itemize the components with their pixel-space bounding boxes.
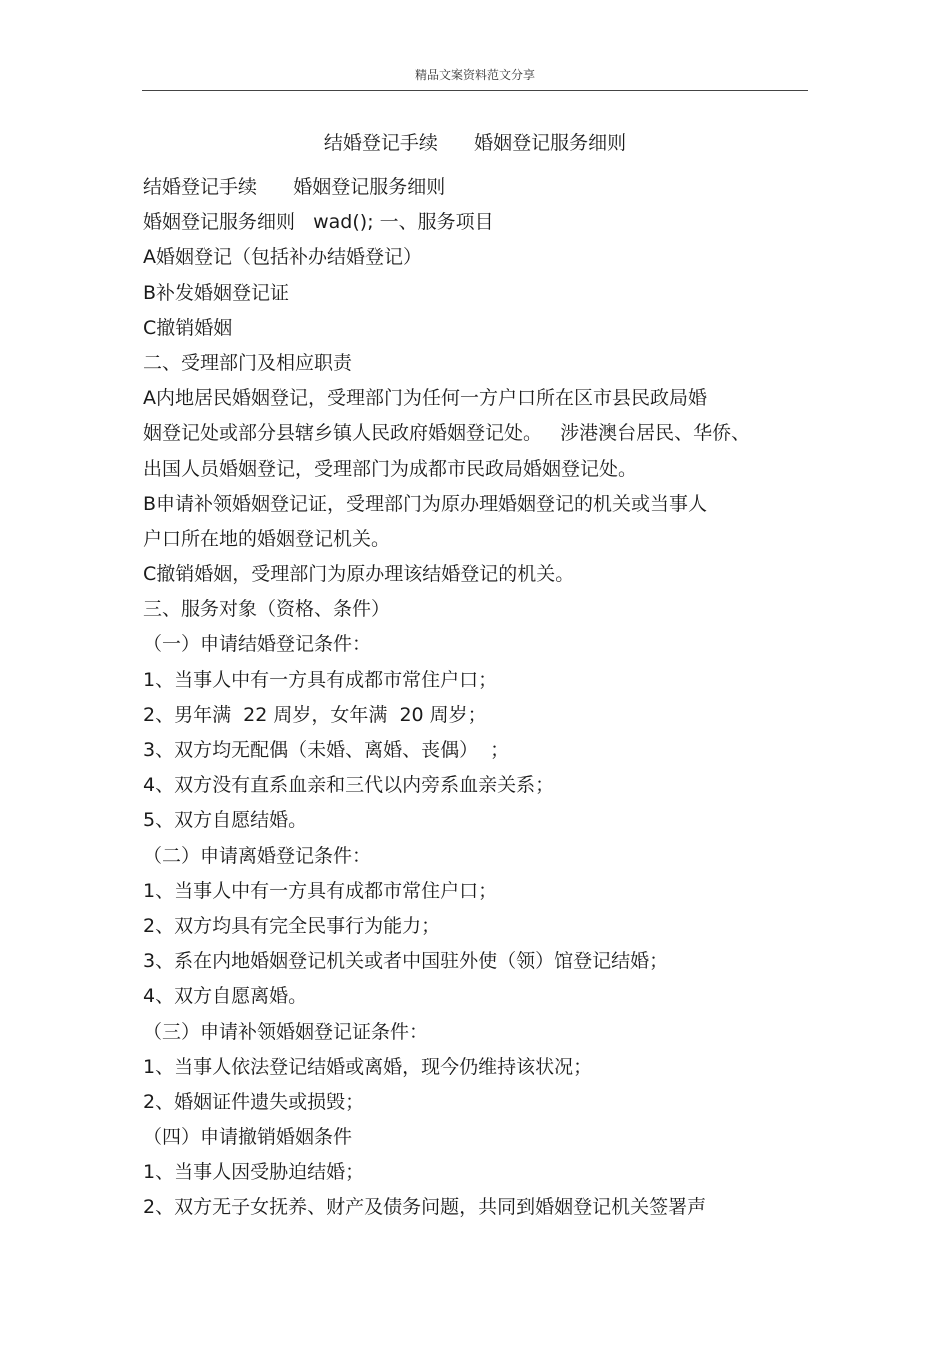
document-body xyxy=(143,170,823,1226)
list-item: 5、双方自愿结婚。 xyxy=(143,809,308,832)
list-item: 2、双方均具有完全民事行为能力； xyxy=(143,914,441,937)
page-header: 精品文案资料范文分享 xyxy=(414,68,535,82)
list-item: 4、双方没有直系血亲和三代以内旁系血亲关系； xyxy=(143,774,555,797)
text-line: 姻登记处或部分县辖乡镇人民政府婚姻登记处。 涉港澳台居民、华侨、 xyxy=(143,422,751,445)
text-line: C撤销婚姻，受理部门为原办理该结婚登记的机关。 xyxy=(143,563,575,586)
document-title: 结婚登记手续 婚姻登记服务细则 xyxy=(323,132,627,154)
subsection-heading: （一）申请结婚登记条件： xyxy=(143,633,372,656)
list-item: 1、当事人依法登记结婚或离婚，现今仍维持该状况； xyxy=(143,1055,593,1078)
list-item: 2、婚姻证件遗失或损毁； xyxy=(143,1090,365,1113)
text-line: 出国人员婚姻登记，受理部门为成都市民政局婚姻登记处。 xyxy=(143,457,638,480)
subsection-heading: （三）申请补领婚姻登记证条件： xyxy=(143,1020,429,1043)
text-line: 结婚登记手续 婚姻登记服务细则 xyxy=(143,176,446,198)
list-item: 2、男年满 22 周岁，女年满 20 周岁； xyxy=(143,703,487,726)
list-item: 3、系在内地婚姻登记机关或者中国驻外使（领）馆登记结婚； xyxy=(143,950,669,973)
subsection-heading: （四）申请撤销婚姻条件 xyxy=(143,1126,353,1149)
text-line: B补发婚姻登记证 xyxy=(143,281,290,304)
subsection-heading: （二）申请离婚登记条件： xyxy=(143,844,372,867)
list-item: 3、双方均无配偶（未婚、离婚、丧偶） ； xyxy=(143,739,510,761)
text-line: 户口所在地的婚姻登记机关。 xyxy=(143,527,391,550)
text-line: 婚姻登记服务细则 wad(); 一、服务项目 xyxy=(143,211,494,234)
list-item: 2、双方无子女抚养、财产及债务问题，共同到婚姻登记机关签署声 xyxy=(143,1196,707,1219)
text-line: A婚姻登记（包括补办结婚登记） xyxy=(143,246,422,269)
list-item: 4、双方自愿离婚。 xyxy=(143,985,308,1008)
list-item: 1、当事人中有一方具有成都市常住户口； xyxy=(143,879,498,902)
list-item: 1、当事人中有一方具有成都市常住户口； xyxy=(143,668,498,691)
section-heading: 三、服务对象（资格、条件） xyxy=(143,598,391,621)
list-item: 1、当事人因受胁迫结婚； xyxy=(143,1161,365,1184)
text-line: B申请补领婚姻登记证，受理部门为原办理婚姻登记的机关或当事人 xyxy=(143,492,708,515)
text-line: A内地居民婚姻登记，受理部门为任何一方户口所在区市县民政局婚 xyxy=(143,387,707,410)
text-line: C撤销婚姻 xyxy=(143,316,233,339)
header-divider xyxy=(142,90,808,91)
section-heading: 二、受理部门及相应职责 xyxy=(143,351,353,374)
